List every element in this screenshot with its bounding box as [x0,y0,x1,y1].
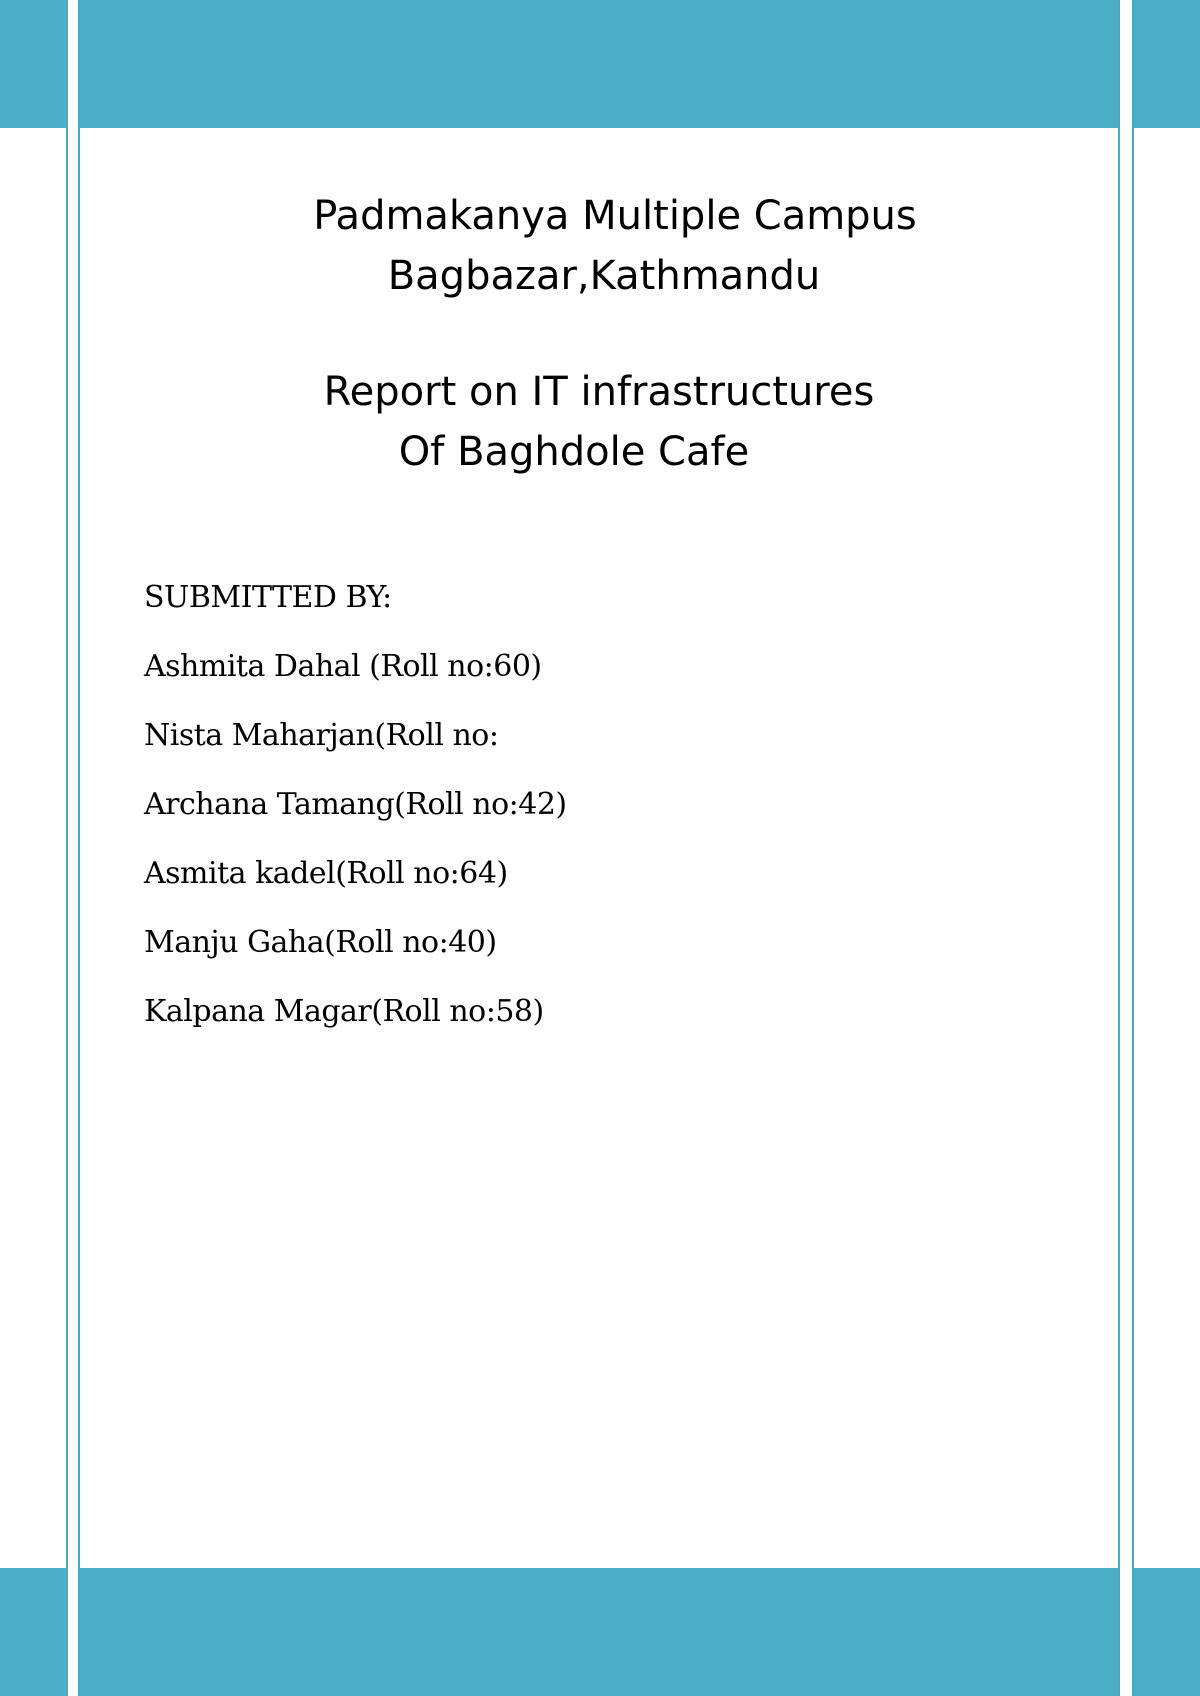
bottom-band-right [1134,1568,1200,1696]
bottom-band-left [0,1568,66,1696]
frame-line-right-outer [1132,0,1134,1696]
report-title [80,362,1118,482]
submitted-by-section [144,574,567,1057]
member-item: Nista Maharjan(Roll no: [144,718,499,753]
member-item: Manju Gaha(Roll no:40) [144,925,497,960]
report-title-line1: Report on IT infrastructures [323,369,875,415]
top-band-left [0,0,66,128]
top-band-center [80,0,1118,128]
college-name: Padmakanya Multiple Campus [313,193,917,239]
top-band-right [1134,0,1200,128]
member-item: Kalpana Magar(Roll no:58) [144,994,544,1029]
bottom-band-center [80,1568,1118,1696]
frame-line-right-inner [1118,0,1120,1696]
report-title-line2: Of Baghdole Cafe [398,429,750,475]
submitted-by-heading: SUBMITTED BY: [144,580,392,615]
member-item: Asmita kadel(Roll no:64) [144,856,508,891]
frame-line-left-outer [66,0,68,1696]
college-location: Bagbazar,Kathmandu [387,253,821,299]
member-item: Archana Tamang(Roll no:42) [144,787,567,822]
college-header [80,186,1118,306]
member-item: Ashmita Dahal (Roll no:60) [144,649,542,684]
